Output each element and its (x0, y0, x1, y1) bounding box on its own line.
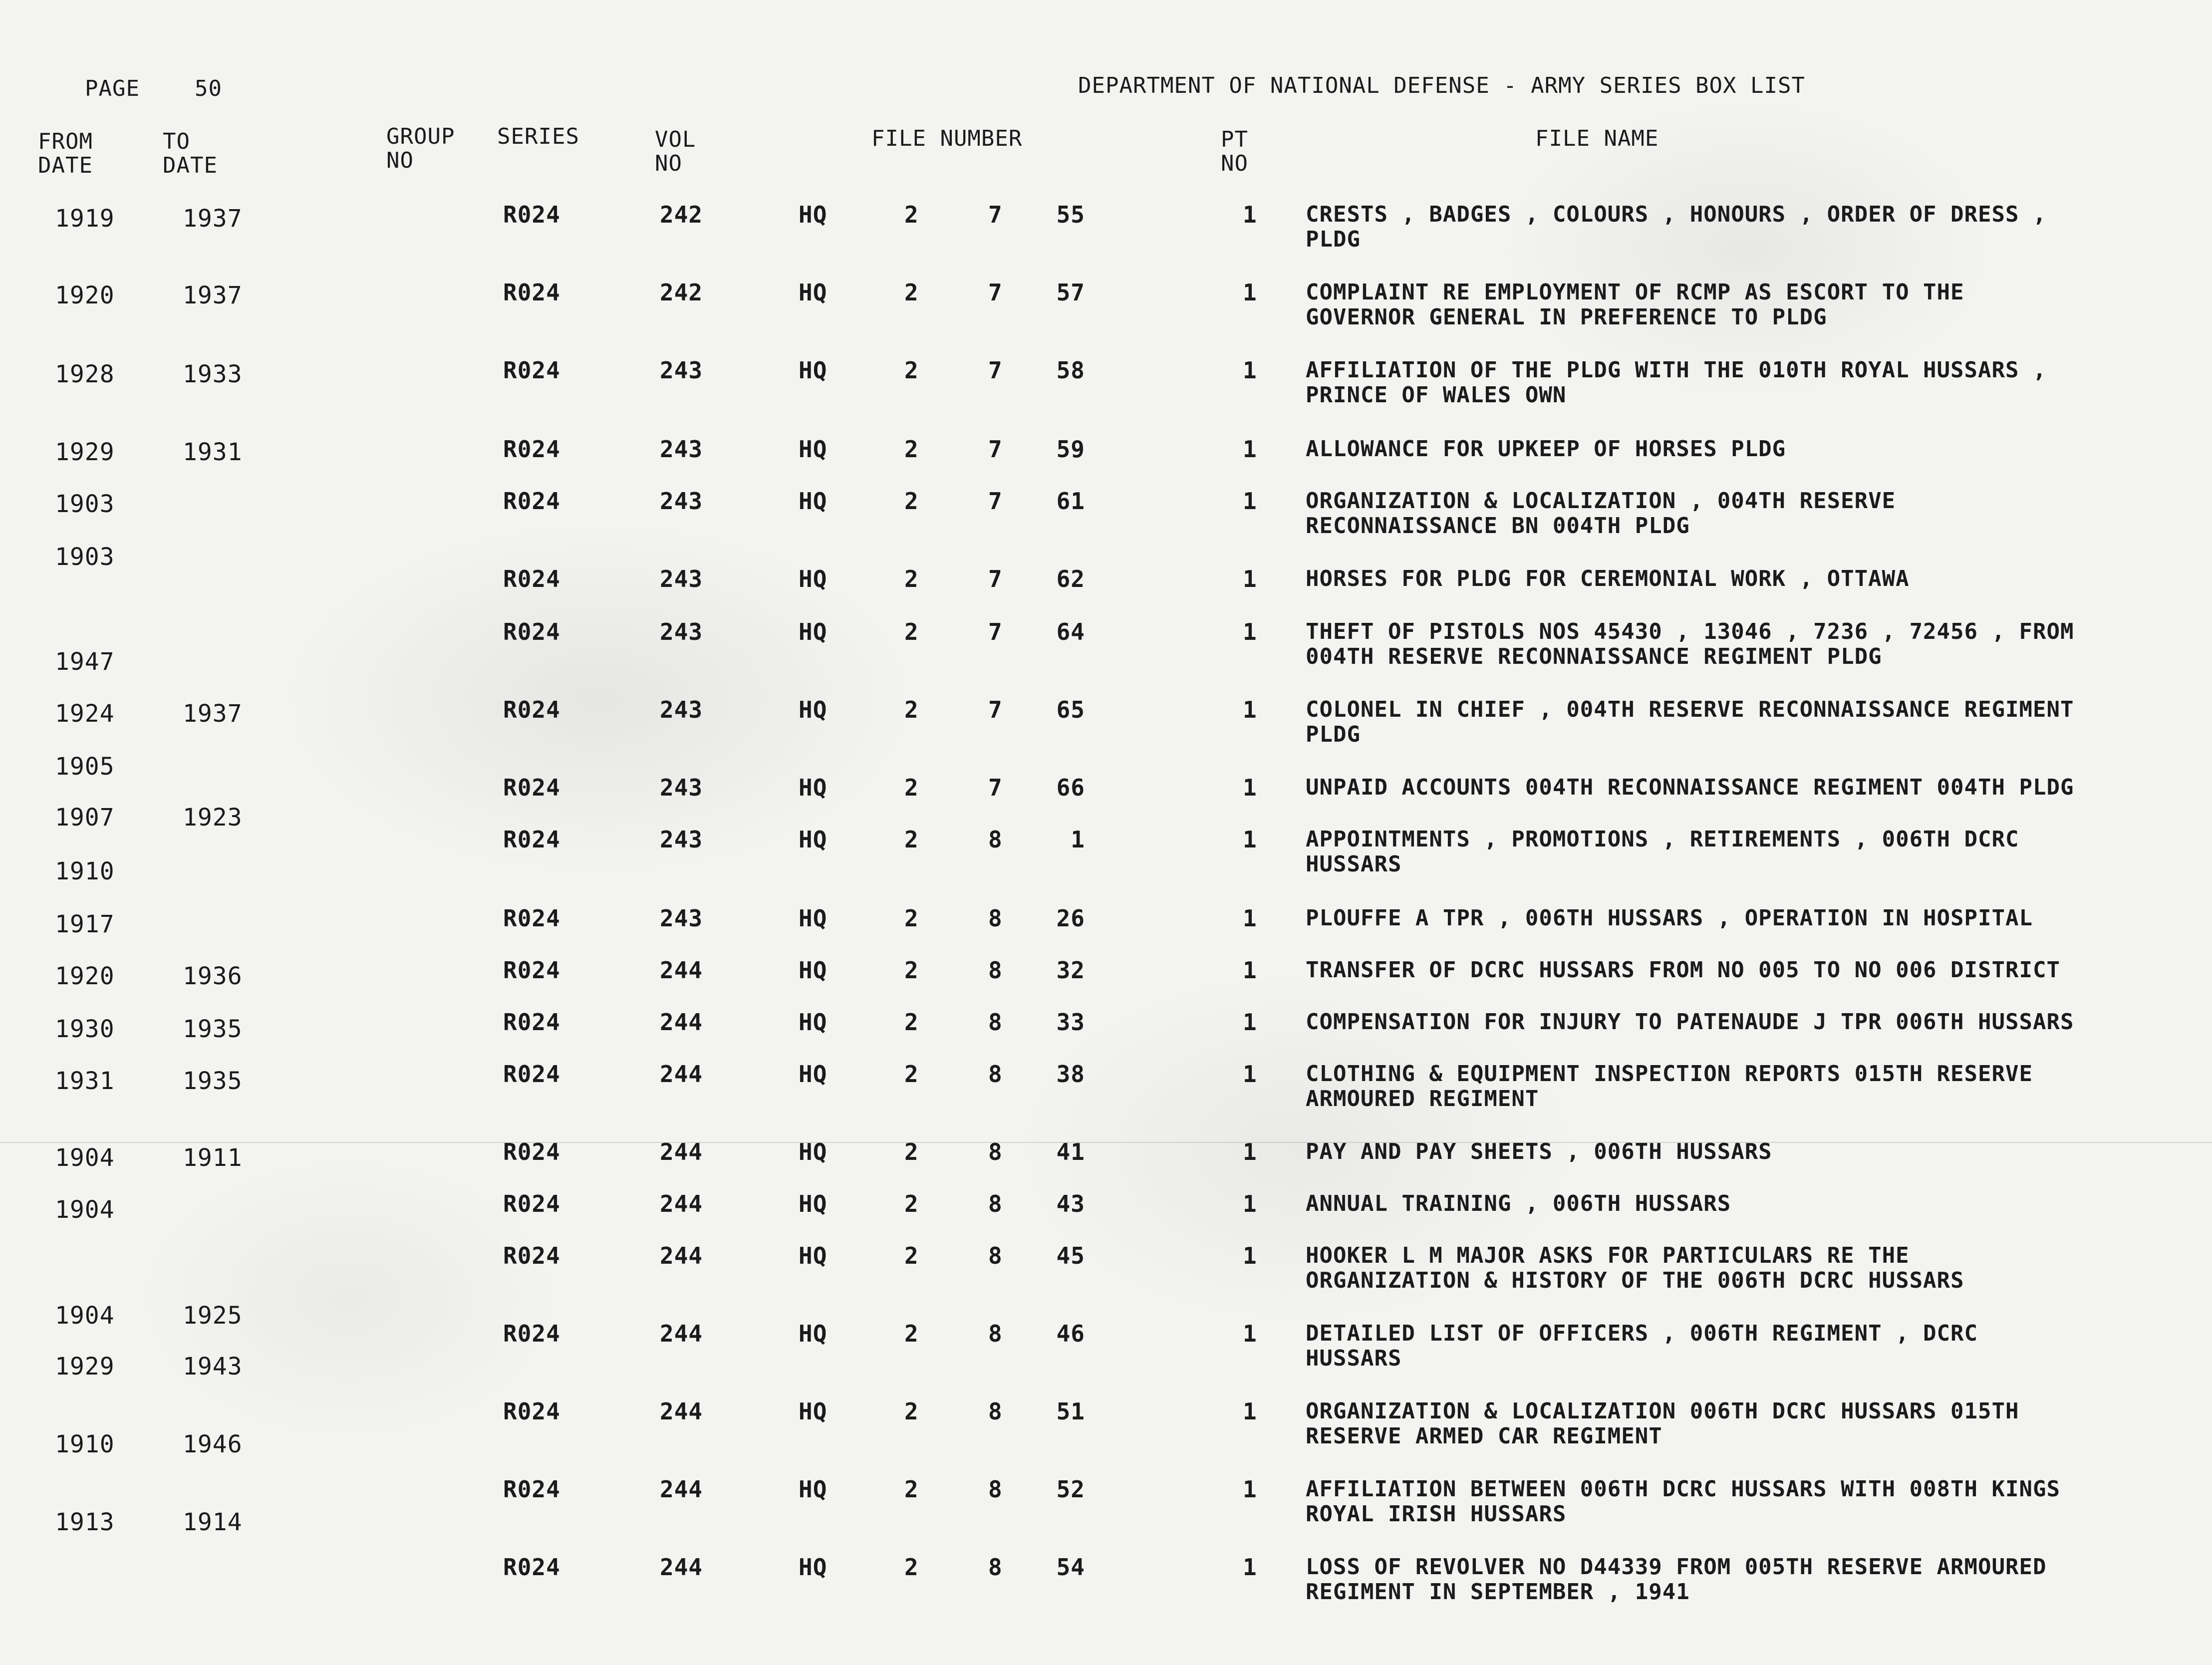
volume-cell: 243 (660, 774, 703, 801)
col-header-pt-no-1: PT (1221, 127, 1248, 152)
file-number-part-1: 2 (904, 1398, 919, 1425)
part-number-cell: 1 (1243, 1009, 1257, 1036)
series-cell: R024 (503, 774, 560, 801)
col-header-file-name: FILE NAME (1535, 126, 1659, 151)
from-date: 1903 (55, 490, 115, 518)
file-number-part-2: 8 (988, 1242, 1003, 1269)
volume-cell: 244 (660, 1320, 703, 1347)
from-date: 1917 (55, 910, 115, 938)
series-cell: R024 (503, 618, 560, 645)
file-number-part-1: 2 (904, 201, 919, 228)
series-cell: R024 (503, 201, 560, 228)
col-header-from-date-2: DATE (38, 153, 93, 178)
to-date: 1914 (183, 1508, 243, 1536)
volume-cell: 244 (660, 1138, 703, 1165)
volume-cell: 244 (660, 1554, 703, 1581)
col-header-to-date-2: DATE (163, 153, 218, 178)
office-cell: HQ (799, 1398, 828, 1425)
office-cell: HQ (799, 279, 828, 306)
file-number-part-3: 32 (1056, 957, 1085, 984)
series-cell: R024 (503, 826, 560, 853)
from-date: 1919 (55, 205, 115, 233)
file-number-part-1: 2 (904, 1554, 919, 1581)
from-date: 1931 (55, 1067, 115, 1095)
volume-cell: 243 (660, 696, 703, 723)
from-date: 1930 (55, 1015, 115, 1043)
file-name-line: ORGANIZATION & HISTORY OF THE 006TH DCRC HUSSARS (1306, 1268, 1964, 1293)
file-name-line: PLOUFFE A TPR , 006TH HUSSARS , OPERATION IN HOSPITAL (1306, 905, 2033, 931)
office-cell: HQ (799, 488, 828, 515)
file-name-line: REGIMENT IN SEPTEMBER , 1941 (1306, 1579, 1690, 1605)
col-header-to-date-1: TO (163, 129, 190, 154)
series-cell: R024 (503, 279, 560, 306)
file-number-part-3: 62 (1056, 565, 1085, 592)
volume-cell: 243 (660, 826, 703, 853)
file-name-line: CLOTHING & EQUIPMENT INSPECTION REPORTS 015TH RESERVE (1306, 1061, 2033, 1087)
from-date: 1910 (55, 1430, 115, 1458)
volume-cell: 243 (660, 618, 703, 645)
col-header-vol-no-1: VOL (655, 127, 696, 152)
file-name-line: ANNUAL TRAINING , 006TH HUSSARS (1306, 1191, 1731, 1216)
file-name-line: TRANSFER OF DCRC HUSSARS FROM NO 005 TO NO 006 DISTRICT (1306, 957, 2060, 983)
office-cell: HQ (799, 201, 828, 228)
from-date: 1907 (55, 804, 115, 832)
file-number-part-3: 26 (1056, 905, 1085, 932)
from-date: 1920 (55, 281, 115, 309)
series-cell: R024 (503, 957, 560, 984)
file-number-part-3: 41 (1056, 1138, 1085, 1165)
part-number-cell: 1 (1243, 774, 1257, 801)
file-number-part-1: 2 (904, 1009, 919, 1036)
volume-cell: 243 (660, 905, 703, 932)
file-number-part-2: 8 (988, 1398, 1003, 1425)
file-number-part-3: 55 (1056, 201, 1085, 228)
part-number-cell: 1 (1243, 1242, 1257, 1269)
col-header-series: SERIES (497, 124, 579, 149)
file-name-line: COMPLAINT RE EMPLOYMENT OF RCMP AS ESCORT TO THE (1306, 279, 1964, 305)
part-number-cell: 1 (1243, 436, 1257, 463)
to-date: 1931 (183, 438, 243, 466)
office-cell: HQ (799, 1138, 828, 1165)
file-number-part-3: 58 (1056, 357, 1085, 384)
series-cell: R024 (503, 357, 560, 384)
page-title: DEPARTMENT OF NATIONAL DEFENSE - ARMY SERIES BOX LIST (1078, 73, 1805, 98)
file-name-line: ARMOURED REGIMENT (1306, 1086, 1539, 1111)
part-number-cell: 1 (1243, 357, 1257, 384)
file-number-part-2: 8 (988, 826, 1003, 853)
col-header-file-number: FILE NUMBER (871, 126, 1023, 151)
col-header-pt-no-2: NO (1221, 151, 1248, 176)
file-name-line: ORGANIZATION & LOCALIZATION 006TH DCRC HUSSARS 015TH (1306, 1398, 2019, 1424)
file-number-part-1: 2 (904, 1190, 919, 1217)
file-number-part-3: 57 (1056, 279, 1085, 306)
from-date: 1929 (55, 438, 115, 466)
file-number-part-3: 45 (1056, 1242, 1085, 1269)
series-cell: R024 (503, 696, 560, 723)
series-cell: R024 (503, 1061, 560, 1088)
file-number-part-2: 7 (988, 488, 1003, 515)
file-number-part-2: 7 (988, 436, 1003, 463)
file-number-part-2: 7 (988, 618, 1003, 645)
from-date: 1904 (55, 1144, 115, 1172)
file-name-line: HUSSARS (1306, 851, 1402, 877)
office-cell: HQ (799, 565, 828, 592)
file-number-part-3: 43 (1056, 1190, 1085, 1217)
file-number-part-3: 61 (1056, 488, 1085, 515)
file-number-part-3: 52 (1056, 1476, 1085, 1503)
file-name-line: RECONNAISSANCE BN 004TH PLDG (1306, 513, 1690, 539)
file-number-part-1: 2 (904, 565, 919, 592)
office-cell: HQ (799, 1554, 828, 1581)
part-number-cell: 1 (1243, 957, 1257, 984)
volume-cell: 244 (660, 1061, 703, 1088)
file-number-part-3: 33 (1056, 1009, 1085, 1036)
office-cell: HQ (799, 1009, 828, 1036)
to-date: 1935 (183, 1067, 243, 1095)
office-cell: HQ (799, 905, 828, 932)
file-number-part-1: 2 (904, 1320, 919, 1347)
file-number-part-2: 8 (988, 957, 1003, 984)
file-name-line: 004TH RESERVE RECONNAISSANCE REGIMENT PLDG (1306, 644, 1882, 669)
series-cell: R024 (503, 1320, 560, 1347)
series-cell: R024 (503, 565, 560, 592)
to-date: 1925 (183, 1302, 243, 1330)
part-number-cell: 1 (1243, 905, 1257, 932)
from-date: 1905 (55, 753, 115, 781)
part-number-cell: 1 (1243, 201, 1257, 228)
to-date: 1936 (183, 962, 243, 990)
file-name-line: THEFT OF PISTOLS NOS 45430 , 13046 , 7236 , 72456 , FROM (1306, 619, 2074, 644)
page-number: 50 (195, 76, 222, 101)
file-name-line: RESERVE ARMED CAR REGIMENT (1306, 1423, 1662, 1449)
volume-cell: 244 (660, 1190, 703, 1217)
file-number-part-2: 8 (988, 1554, 1003, 1581)
volume-cell: 243 (660, 488, 703, 515)
col-header-group-no-2: NO (386, 148, 414, 173)
file-number-part-3: 46 (1056, 1320, 1085, 1347)
volume-cell: 243 (660, 565, 703, 592)
volume-cell: 244 (660, 1242, 703, 1269)
file-number-part-1: 2 (904, 357, 919, 384)
office-cell: HQ (799, 1476, 828, 1503)
volume-cell: 243 (660, 436, 703, 463)
file-number-part-3: 38 (1056, 1061, 1085, 1088)
from-date: 1903 (55, 543, 115, 571)
file-name-line: PLDG (1306, 227, 1361, 252)
volume-cell: 244 (660, 1398, 703, 1425)
col-header-group-no-1: GROUP (386, 124, 455, 149)
file-number-part-2: 7 (988, 357, 1003, 384)
office-cell: HQ (799, 1061, 828, 1088)
from-date: 1928 (55, 360, 115, 388)
to-date: 1946 (183, 1430, 243, 1458)
to-date: 1911 (183, 1144, 243, 1172)
file-name-line: COMPENSATION FOR INJURY TO PATENAUDE J TPR 006TH HUSSARS (1306, 1009, 2074, 1035)
part-number-cell: 1 (1243, 565, 1257, 592)
file-number-part-1: 2 (904, 696, 919, 723)
file-name-line: PLDG (1306, 722, 1361, 747)
from-date: 1904 (55, 1302, 115, 1330)
volume-cell: 242 (660, 201, 703, 228)
part-number-cell: 1 (1243, 1476, 1257, 1503)
office-cell: HQ (799, 436, 828, 463)
file-number-part-2: 8 (988, 1138, 1003, 1165)
part-number-cell: 1 (1243, 1320, 1257, 1347)
file-number-part-3: 66 (1056, 774, 1085, 801)
from-date: 1904 (55, 1196, 115, 1224)
from-date: 1947 (55, 648, 115, 676)
file-number-part-1: 2 (904, 1242, 919, 1269)
office-cell: HQ (799, 1320, 828, 1347)
part-number-cell: 1 (1243, 1190, 1257, 1217)
from-date: 1913 (55, 1508, 115, 1536)
to-date: 1937 (183, 700, 243, 728)
office-cell: HQ (799, 357, 828, 384)
series-cell: R024 (503, 1398, 560, 1425)
to-date: 1923 (183, 804, 243, 832)
from-date: 1910 (55, 857, 115, 885)
volume-cell: 244 (660, 957, 703, 984)
file-number-part-3: 65 (1056, 696, 1085, 723)
series-cell: R024 (503, 905, 560, 932)
from-date: 1920 (55, 962, 115, 990)
file-name-line: AFFILIATION OF THE PLDG WITH THE 010TH ROYAL HUSSARS , (1306, 357, 2047, 383)
series-cell: R024 (503, 488, 560, 515)
series-cell: R024 (503, 1009, 560, 1036)
to-date: 1937 (183, 281, 243, 309)
file-name-line: COLONEL IN CHIEF , 004TH RESERVE RECONNAISSANCE REGIMENT (1306, 697, 2074, 722)
file-number-part-2: 7 (988, 201, 1003, 228)
file-number-part-2: 8 (988, 1476, 1003, 1503)
part-number-cell: 1 (1243, 488, 1257, 515)
series-cell: R024 (503, 1242, 560, 1269)
from-date: 1929 (55, 1353, 115, 1381)
file-number-part-3: 54 (1056, 1554, 1085, 1581)
to-date: 1933 (183, 360, 243, 388)
file-name-line: PRINCE OF WALES OWN (1306, 382, 1567, 408)
volume-cell: 242 (660, 279, 703, 306)
series-cell: R024 (503, 1190, 560, 1217)
file-name-line: AFFILIATION BETWEEN 006TH DCRC HUSSARS WITH 008TH KINGS (1306, 1476, 2060, 1502)
scan-fold-line (0, 1142, 2212, 1143)
office-cell: HQ (799, 957, 828, 984)
file-number-part-2: 8 (988, 1320, 1003, 1347)
file-name-line: UNPAID ACCOUNTS 004TH RECONNAISSANCE REGIMENT 004TH PLDG (1306, 775, 2074, 800)
file-number-part-1: 2 (904, 1476, 919, 1503)
file-name-line: PAY AND PAY SHEETS , 006TH HUSSARS (1306, 1139, 1772, 1164)
file-number-part-2: 8 (988, 905, 1003, 932)
file-name-line: GOVERNOR GENERAL IN PREFERENCE TO PLDG (1306, 304, 1827, 330)
file-name-line: ORGANIZATION & LOCALIZATION , 004TH RESERVE (1306, 488, 1896, 514)
file-number-part-3: 64 (1056, 618, 1085, 645)
volume-cell: 244 (660, 1009, 703, 1036)
file-number-part-2: 7 (988, 565, 1003, 592)
part-number-cell: 1 (1243, 1138, 1257, 1165)
office-cell: HQ (799, 1190, 828, 1217)
office-cell: HQ (799, 696, 828, 723)
file-name-line: HORSES FOR PLDG FOR CEREMONIAL WORK , OTTAWA (1306, 566, 1910, 591)
office-cell: HQ (799, 826, 828, 853)
file-name-line: LOSS OF REVOLVER NO D44339 FROM 005TH RESERVE ARMOURED (1306, 1554, 2047, 1580)
file-number-part-2: 7 (988, 279, 1003, 306)
file-name-line: ROYAL IRISH HUSSARS (1306, 1501, 1567, 1527)
file-number-part-3: 1 (1071, 826, 1085, 853)
file-name-line: ALLOWANCE FOR UPKEEP OF HORSES PLDG (1306, 436, 1786, 462)
series-cell: R024 (503, 1476, 560, 1503)
col-header-from-date-1: FROM (38, 129, 93, 154)
part-number-cell: 1 (1243, 826, 1257, 853)
file-number-part-1: 2 (904, 1138, 919, 1165)
series-cell: R024 (503, 436, 560, 463)
file-number-part-1: 2 (904, 488, 919, 515)
file-name-line: DETAILED LIST OF OFFICERS , 006TH REGIMENT , DCRC (1306, 1321, 1978, 1346)
file-name-line: CRESTS , BADGES , COLOURS , HONOURS , ORDER OF DRESS , (1306, 202, 2047, 227)
part-number-cell: 1 (1243, 1398, 1257, 1425)
to-date: 1937 (183, 205, 243, 233)
series-cell: R024 (503, 1138, 560, 1165)
part-number-cell: 1 (1243, 1061, 1257, 1088)
office-cell: HQ (799, 1242, 828, 1269)
file-number-part-2: 8 (988, 1009, 1003, 1036)
file-number-part-1: 2 (904, 826, 919, 853)
file-name-line: HOOKER L M MAJOR ASKS FOR PARTICULARS RE THE (1306, 1243, 1910, 1268)
file-number-part-2: 8 (988, 1061, 1003, 1088)
page-label: PAGE (85, 76, 140, 101)
file-name-line: HUSSARS (1306, 1346, 1402, 1371)
office-cell: HQ (799, 618, 828, 645)
file-number-part-2: 8 (988, 1190, 1003, 1217)
col-header-vol-no-2: NO (655, 151, 682, 176)
volume-cell: 244 (660, 1476, 703, 1503)
file-number-part-1: 2 (904, 1061, 919, 1088)
file-number-part-1: 2 (904, 774, 919, 801)
part-number-cell: 1 (1243, 279, 1257, 306)
file-number-part-2: 7 (988, 774, 1003, 801)
file-number-part-3: 59 (1056, 436, 1085, 463)
file-number-part-1: 2 (904, 436, 919, 463)
to-date: 1943 (183, 1353, 243, 1381)
file-name-line: APPOINTMENTS , PROMOTIONS , RETIREMENTS , 006TH DCRC (1306, 827, 2019, 852)
part-number-cell: 1 (1243, 618, 1257, 645)
file-number-part-1: 2 (904, 905, 919, 932)
file-number-part-1: 2 (904, 957, 919, 984)
to-date: 1935 (183, 1015, 243, 1043)
file-number-part-1: 2 (904, 618, 919, 645)
part-number-cell: 1 (1243, 1554, 1257, 1581)
part-number-cell: 1 (1243, 696, 1257, 723)
file-number-part-1: 2 (904, 279, 919, 306)
office-cell: HQ (799, 774, 828, 801)
volume-cell: 243 (660, 357, 703, 384)
file-number-part-2: 7 (988, 696, 1003, 723)
from-date: 1924 (55, 700, 115, 728)
file-number-part-3: 51 (1056, 1398, 1085, 1425)
series-cell: R024 (503, 1554, 560, 1581)
